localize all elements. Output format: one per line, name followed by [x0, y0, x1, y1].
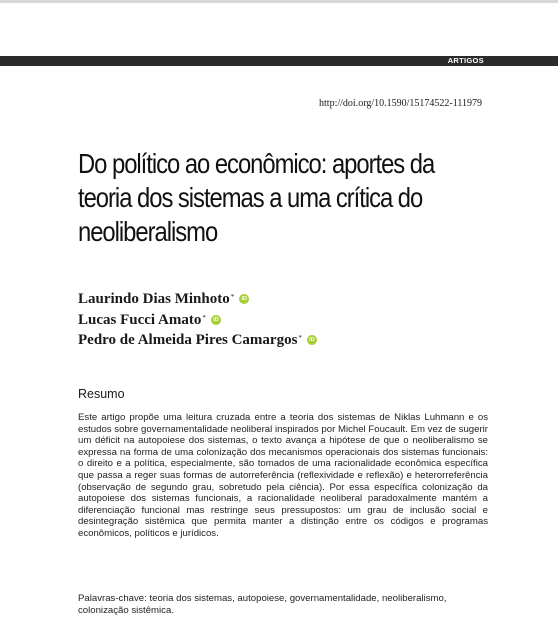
- author-footnote-marker: *: [202, 313, 206, 322]
- doi-link[interactable]: http://doi.org/10.1590/15174522-111979: [319, 98, 482, 109]
- orcid-icon[interactable]: iD: [211, 315, 221, 325]
- author-item: [78, 330, 317, 351]
- author-list: [78, 289, 317, 351]
- orcid-icon[interactable]: iD: [239, 294, 249, 304]
- author-name: Laurindo Dias Minhoto: [78, 291, 230, 307]
- keywords: Palavras-chave: teoria dos sistemas, autopoiese, governamentalidade, neoliberalismo, colonização sistêmica.: [78, 593, 447, 616]
- author-footnote-marker: *: [298, 334, 302, 342]
- author-name: Lucas Fucci Amato: [78, 311, 202, 328]
- section-label: ARTIGOS: [447, 56, 484, 65]
- author-footnote-marker: *: [230, 293, 235, 301]
- section-header-bar: [0, 56, 558, 66]
- abstract-heading: Resumo: [78, 387, 125, 401]
- page-top-border: [0, 0, 558, 3]
- article-title: Do político ao econômico: aportes da teoria dos sistemas a uma crítica do neoliberalismo: [78, 148, 435, 247]
- orcid-icon[interactable]: iD: [307, 335, 317, 345]
- abstract-body: Este artigo propõe uma leitura cruzada entre a teoria dos sistemas de Niklas Luhmann e os estudos sobre governamentalidade neoliberal inspirados por Michel Foucault. Em vez de sugerir um déficit na autopoiese dos sistemas, o texto avança a hipótese de que o neoliberalismo se expressa na forma de uma colonização dos mecanismos operacionais dos sistemas funcionais: o direito e a política, especialmente, são tomados de uma racionalidade econômica específica que passa a reger suas formas de autorreferência (reflexividade e reflexão) e heterorreferência (observação de segundo grau, sobretudo pela ciência). Por essa específica colonização da autopoiese dos sistemas funcionais, a racionalidade neoliberal paradoxalmente mantém a diferenciação funcional mas restringe seus pressupostos: um grau de inclusão social e desintegração sistêmica que permita manter a distinção entre os códigos e programas econômicos, políticos e jurídicos.: [78, 412, 488, 539]
- author-item: [78, 310, 317, 331]
- author-item: [78, 289, 317, 310]
- author-name: Pedro de Almeida Pires Camargos: [78, 332, 298, 348]
